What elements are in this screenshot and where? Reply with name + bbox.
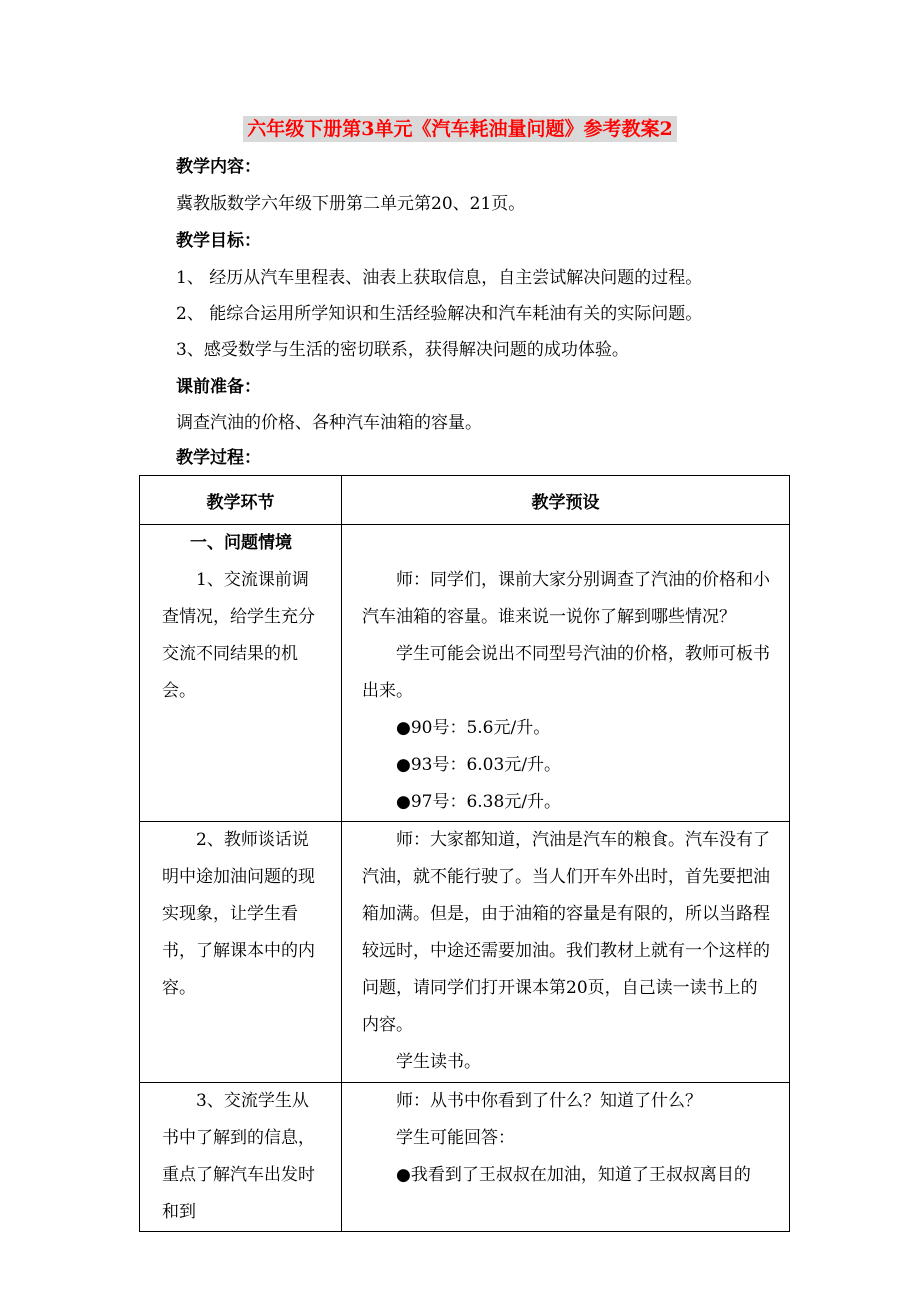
row2-right-cell: [342, 822, 790, 1083]
row3-step: 3、交流学生从书中了解到的信息，重点了解汽车出发时和到: [162, 1091, 315, 1222]
row3-student: 学生可能回答：: [396, 1128, 515, 1148]
goal-item-1: 1、 经历从汽车里程表、油表上获取信息，自主尝试解决问题的过程。: [176, 268, 703, 288]
goal-item-3: 3、感受数学与生活的密切联系，获得解决问题的成功体验。: [176, 340, 629, 360]
row2-student: 学生读书。: [396, 1052, 481, 1072]
row2-teacher: 师：大家都知道，汽油是汽车的粮食。汽车没有了汽油，就不能行驶了。当人们开车外出时，首先要把油箱加满。但是，由于油箱的容量是有限的，所以当路程较远时，中途还需要加油。我们教材上就有一个这样的问题，请同学们打开课本第20页，自己读一读书上的内容。: [362, 830, 770, 1035]
row3-right-cell: [342, 1083, 790, 1232]
prep-text: 调查汽油的价格、各种汽车油箱的容量。: [176, 413, 482, 433]
goal-item-2: 2、 能综合运用所学知识和生活经验解决和汽车耗油有关的实际问题。: [176, 304, 703, 324]
row1-price-3: ●97号：6.38元/升。: [396, 792, 562, 812]
table-header-row: [140, 476, 790, 525]
process-heading: 教学过程：: [176, 448, 261, 468]
row3-answer: ●我看到了王叔叔在加油，知道了王叔叔离目的: [396, 1165, 751, 1185]
document-title: 六年级下册第3单元《汽车耗油量问题》参考教案2: [0, 114, 920, 141]
row1-right-cell: [342, 525, 790, 822]
table-row: [140, 1083, 790, 1232]
row1-teacher: 师：同学们，课前大家分别调查了汽油的价格和小汽车油箱的容量。谁来说一说你了解到哪些情况？: [362, 570, 770, 627]
goals-heading: 教学目标：: [176, 231, 261, 251]
col1-header: 教学环节: [140, 476, 342, 525]
table-row: [140, 525, 790, 822]
row1-left-cell: [140, 525, 342, 822]
row1-student: 学生可能会说出不同型号汽油的价格，教师可板书出来。: [362, 644, 770, 701]
col2-header: 教学预设: [342, 476, 790, 525]
lesson-table: [139, 475, 790, 1232]
content-text: 冀教版数学六年级下册第二单元第20、21页。: [176, 194, 526, 214]
content-heading: 教学内容：: [176, 157, 261, 177]
row1-section-title: 一、问题情境: [190, 533, 292, 553]
table-row: [140, 822, 790, 1083]
row3-teacher: 师：从书中你看到了什么？知道了什么？: [396, 1091, 702, 1111]
row2-left-cell: [140, 822, 342, 1083]
row3-left-cell: [140, 1083, 342, 1232]
row1-step: 1、交流课前调查情况，给学生充分交流不同结果的机会。: [162, 570, 315, 701]
prep-heading: 课前准备：: [176, 377, 261, 397]
row1-price-1: ●90号：5.6元/升。: [396, 718, 551, 738]
row1-price-2: ●93号：6.03元/升。: [396, 755, 562, 775]
row2-step: 2、教师谈话说明中途加油问题的现实现象，让学生看书，了解课本中的内容。: [162, 830, 315, 998]
